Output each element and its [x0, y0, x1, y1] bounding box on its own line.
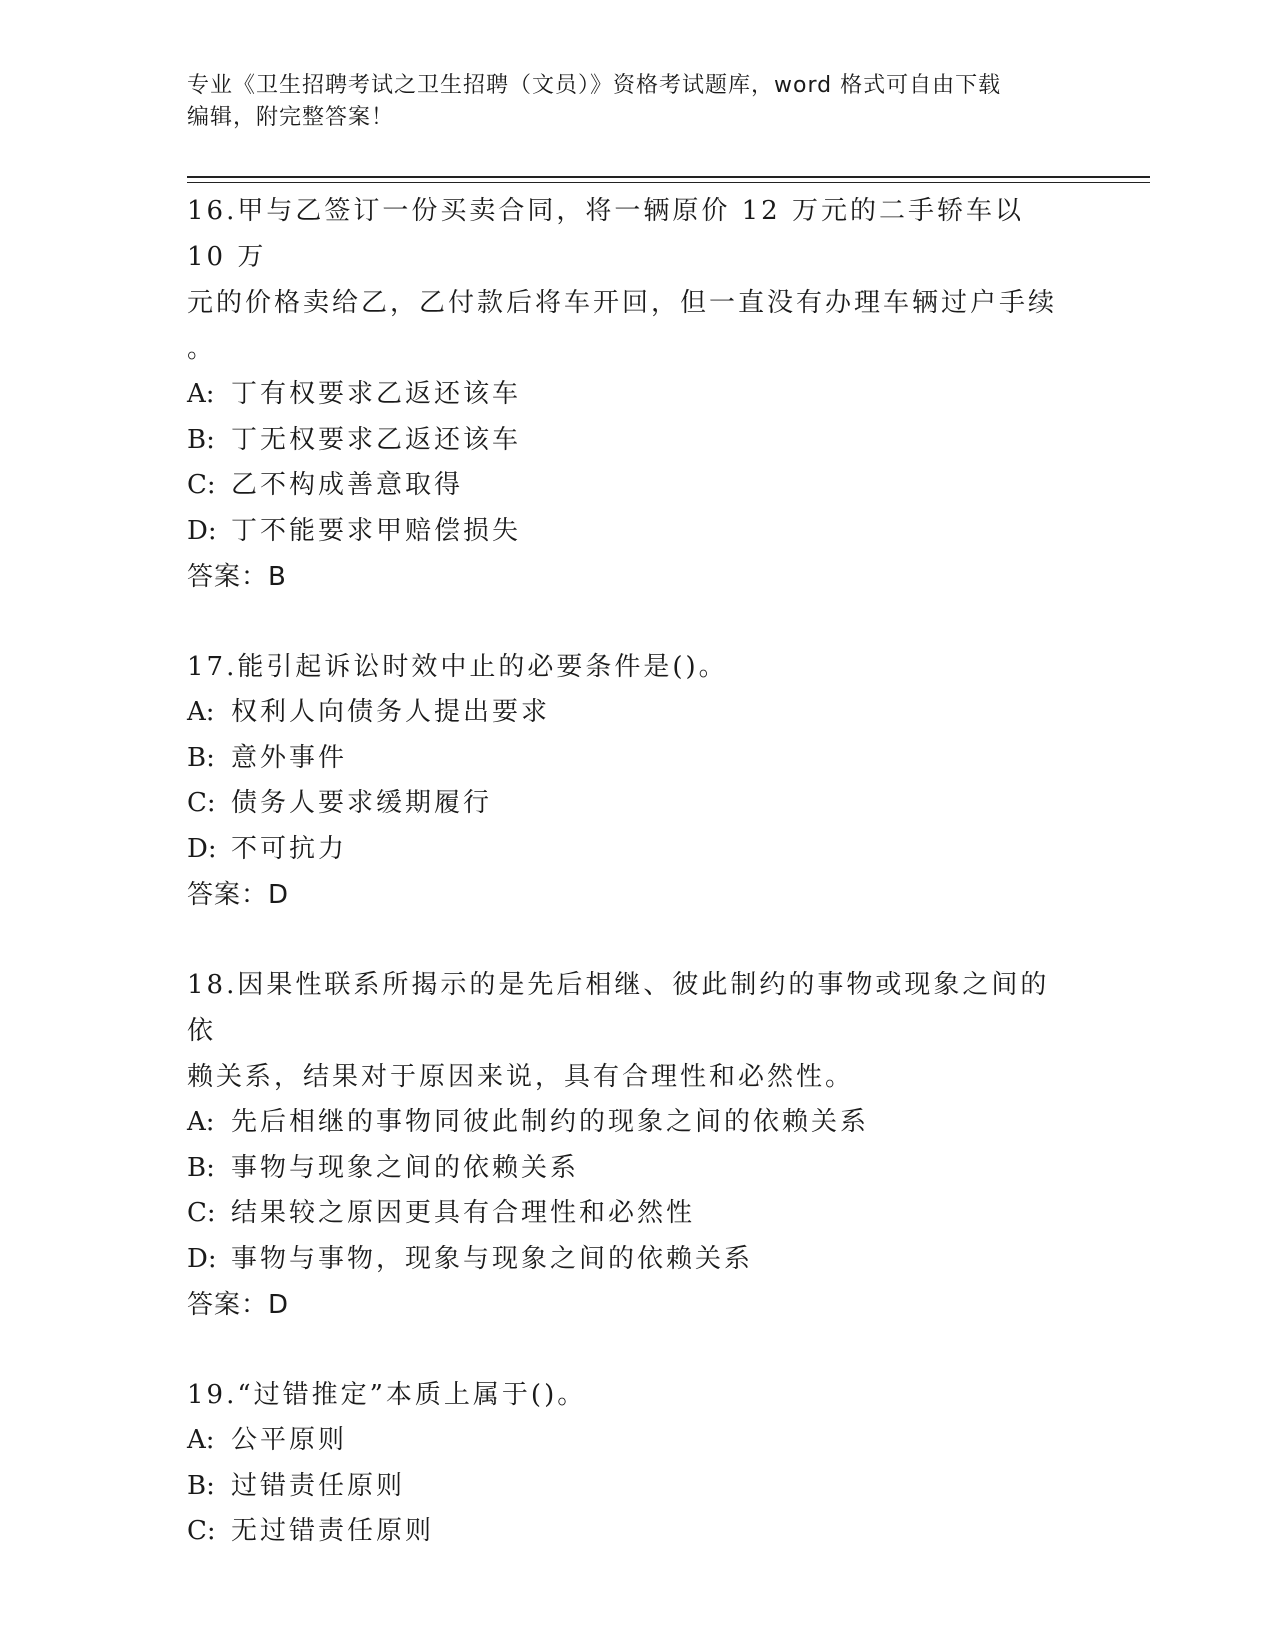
option-letter: B: — [187, 424, 215, 455]
header-divider-thick — [187, 176, 1150, 178]
option-letter: B: — [187, 1152, 215, 1183]
option-text: 不可抗力 — [231, 833, 348, 864]
option-letter: D: — [187, 515, 217, 546]
question-stem-line: 18.因果性联系所揭示的是先后相继、彼此制约的事物或现象之间的依 — [187, 970, 1050, 1046]
option-text: 丁不能要求甲赔偿损失 — [231, 515, 522, 546]
option-item — [187, 690, 1087, 736]
header-line-2: 编辑，附完整答案！ — [187, 105, 395, 130]
option-item — [187, 736, 1087, 782]
option-item — [187, 1237, 1087, 1283]
option-letter: D: — [187, 833, 217, 864]
option-text: 公平原则 — [231, 1425, 348, 1455]
header-line-1: 专业《卫生招聘考试之卫生招聘（文员）》资格考试题库，word 格式可自由下载 — [187, 73, 1002, 98]
question-stem-line: 19.“过错推定”本质上属于()。 — [187, 1380, 587, 1410]
option-item — [187, 1100, 1087, 1146]
question-stem-line: 元的价格卖给乙，乙付款后将车开回，但一直没有办理车辆过户手续 — [187, 288, 1058, 318]
option-text: 债务人要求缓期履行 — [231, 788, 493, 818]
option-item — [187, 781, 1087, 827]
question-block — [187, 1372, 1087, 1555]
option-letter: C: — [187, 1198, 216, 1228]
option-item — [187, 1509, 1087, 1555]
option-text: 权利人向债务人提出要求 — [231, 697, 551, 727]
option-letter: C: — [187, 788, 216, 818]
question-block — [187, 962, 1087, 1328]
option-text: 过错责任原则 — [231, 1470, 406, 1501]
option-item — [187, 1418, 1087, 1464]
question-stem-line: 。 — [187, 334, 217, 364]
question-block — [187, 188, 1087, 600]
option-text: 结果较之原因更具有合理性和必然性 — [231, 1198, 696, 1228]
answer-line: 答案：D — [187, 1290, 290, 1320]
question-stem-line: 17.能引起诉讼时效中止的必要条件是()。 — [187, 652, 728, 682]
question-stem-line: 16.甲与乙签订一份买卖合同，将一辆原价 12 万元的二手轿车以 10 万 — [187, 196, 1024, 272]
question-stem-line: 赖关系，结果对于原因来说，具有合理性和必然性。 — [187, 1062, 855, 1092]
question-block — [187, 644, 1087, 918]
answer-line: 答案：D — [187, 880, 290, 910]
option-letter: D: — [187, 1243, 217, 1274]
option-item — [187, 509, 1087, 555]
option-item — [187, 463, 1087, 509]
option-letter: C: — [187, 470, 216, 500]
answer-line: 答案：B — [187, 562, 287, 592]
option-item — [187, 418, 1087, 464]
option-text: 先后相继的事物同彼此制约的现象之间的依赖关系 — [231, 1107, 870, 1137]
option-item — [187, 1464, 1087, 1510]
option-letter: A: — [187, 1107, 215, 1137]
option-item — [187, 827, 1087, 873]
option-item — [187, 1146, 1087, 1192]
option-letter: A: — [187, 697, 215, 727]
option-text: 丁有权要求乙返还该车 — [231, 379, 522, 409]
option-letter: B: — [187, 1470, 215, 1501]
question-list — [187, 188, 1087, 1599]
option-text: 事物与现象之间的依赖关系 — [231, 1152, 580, 1183]
option-text: 意外事件 — [231, 742, 348, 773]
option-letter: A: — [187, 379, 215, 409]
option-text: 丁无权要求乙返还该车 — [231, 424, 522, 455]
option-text: 无过错责任原则 — [231, 1516, 435, 1546]
option-text: 事物与事物，现象与现象之间的依赖关系 — [231, 1243, 754, 1274]
option-item — [187, 1191, 1087, 1237]
option-text: 乙不构成善意取得 — [231, 470, 464, 500]
header-divider-thin — [187, 182, 1150, 183]
option-letter: B: — [187, 742, 215, 773]
option-item — [187, 372, 1087, 418]
option-letter: C: — [187, 1516, 216, 1546]
option-letter: A: — [187, 1425, 215, 1455]
document-header — [187, 70, 1067, 134]
